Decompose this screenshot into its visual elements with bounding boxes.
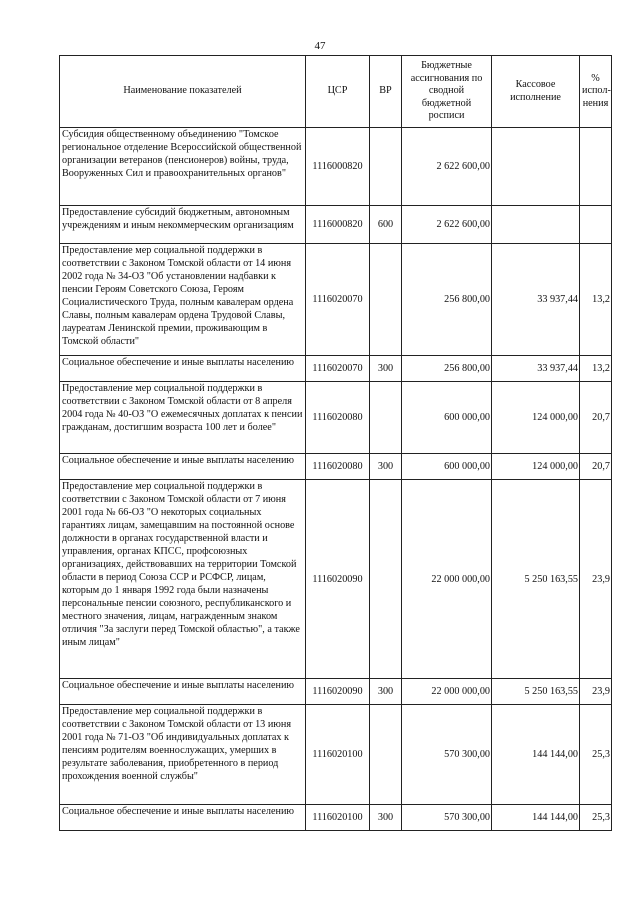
row-assignments: 256 800,00 (402, 244, 492, 356)
row-name: Предоставление мер социальной поддержки в соответствии с Законом Томской области от 8 апреля 2004 года № 40-ОЗ "О ежемесячных доплатах к пенсии гражданам, достигшим возраста 100 лет и более" (60, 382, 306, 454)
row-vr: 300 (370, 356, 402, 382)
row-cash: 5 250 163,55 (492, 679, 580, 705)
row-vr (370, 705, 402, 805)
page-number: 47 (314, 40, 326, 52)
row-name: Предоставление субсидий бюджетным, автономным учреждениям и иным некоммерческим организациям (60, 206, 306, 244)
header-pct: % испол-нения (580, 56, 612, 128)
row-pct: 13,2 (580, 356, 612, 382)
row-vr: 300 (370, 805, 402, 831)
row-name: Предоставление мер социальной поддержки в соответствии с Законом Томской области от 13 июня 2001 года № 71-ОЗ "Об индивидуальных доплатах к пенсиям родителям военнослужащих, умерших в результате заболевания, приобретенного в период прохождения военной службы" (60, 705, 306, 805)
row-pct: 20,7 (580, 382, 612, 454)
row-csr: 1116000820 (306, 128, 370, 206)
row-name: Предоставление мер социальной поддержки в соответствии с Законом Томской области от 7 июня 2001 года № 66-ОЗ "О некоторых социальных гарантиях лицам, замещавшим на постоянной основе должности в органах государственной власти и управления, органах КПСС, профсоюзных организациях, действовавших на территории Томской области в период Союза ССР и РСФСР, лицам, которым до 1 января 1992 года были назначены персональные пенсии союзного, республиканского и местного значения, лицам, награжденным знаком отличия "За заслуги перед Томской областью", а также иным лицам" (60, 480, 306, 679)
row-pct (580, 128, 612, 206)
row-pct: 13,2 (580, 244, 612, 356)
header-assignments: Бюджетные ассигнования по сводной бюджетной росписи (402, 56, 492, 128)
row-cash (492, 206, 580, 244)
row-cash: 144 144,00 (492, 805, 580, 831)
row-assignments: 570 300,00 (402, 705, 492, 805)
header-cash: Кассовое исполнение (492, 56, 580, 128)
row-csr: 1116020080 (306, 454, 370, 480)
header-name: Наименование показателей (60, 56, 306, 128)
header-csr: ЦСР (306, 56, 370, 128)
row-cash (492, 128, 580, 206)
table-row (60, 244, 612, 356)
row-name: Социальное обеспечение и иные выплаты населению (60, 454, 306, 480)
row-assignments: 22 000 000,00 (402, 679, 492, 705)
row-vr: 300 (370, 454, 402, 480)
table-row (60, 128, 612, 206)
row-assignments: 570 300,00 (402, 805, 492, 831)
row-name: Предоставление мер социальной поддержки в соответствии с Законом Томской области от 14 июня 2002 года № 34-ОЗ "Об установлении надбавки к пенсии Героям Советского Союза, Героям Социалистического Труда, полным кавалерам ордена Славы, полным кавалерам ордена Трудовой Славы, лауреатам Ленинской премии, проживающим в Томской области" (60, 244, 306, 356)
row-csr: 1116020070 (306, 356, 370, 382)
header-vr: ВР (370, 56, 402, 128)
row-vr (370, 382, 402, 454)
row-pct: 23,9 (580, 679, 612, 705)
table-row (60, 705, 612, 805)
row-csr: 1116000820 (306, 206, 370, 244)
row-csr: 1116020070 (306, 244, 370, 356)
row-vr (370, 128, 402, 206)
row-cash: 5 250 163,55 (492, 480, 580, 679)
row-pct: 25,3 (580, 805, 612, 831)
row-pct: 23,9 (580, 480, 612, 679)
row-pct: 25,3 (580, 705, 612, 805)
row-csr: 1116020090 (306, 679, 370, 705)
row-name: Социальное обеспечение и иные выплаты населению (60, 679, 306, 705)
budget-table (59, 55, 612, 831)
row-cash: 144 144,00 (492, 705, 580, 805)
row-cash: 33 937,44 (492, 244, 580, 356)
table-header-row (60, 56, 612, 128)
row-vr: 300 (370, 679, 402, 705)
row-csr: 1116020080 (306, 382, 370, 454)
table-row (60, 480, 612, 679)
table-body (60, 128, 612, 831)
row-vr (370, 480, 402, 679)
row-assignments: 2 622 600,00 (402, 206, 492, 244)
row-csr: 1116020100 (306, 705, 370, 805)
row-name: Социальное обеспечение и иные выплаты населению (60, 356, 306, 382)
row-pct: 20,7 (580, 454, 612, 480)
table-row (60, 679, 612, 705)
row-name: Социальное обеспечение и иные выплаты населению (60, 805, 306, 831)
row-assignments: 600 000,00 (402, 454, 492, 480)
row-cash: 124 000,00 (492, 454, 580, 480)
row-pct (580, 206, 612, 244)
row-csr: 1116020090 (306, 480, 370, 679)
row-vr: 600 (370, 206, 402, 244)
row-cash: 124 000,00 (492, 382, 580, 454)
table-row (60, 206, 612, 244)
table-row (60, 356, 612, 382)
table-row (60, 805, 612, 831)
row-assignments: 2 622 600,00 (402, 128, 492, 206)
row-name: Субсидия общественному объединению "Томское региональное отделение Всероссийской общественной организации ветеранов (пенсионеров) войны, труда, Вооруженных Сил и правоохранительных органов" (60, 128, 306, 206)
row-assignments: 600 000,00 (402, 382, 492, 454)
row-assignments: 256 800,00 (402, 356, 492, 382)
table-row (60, 454, 612, 480)
table-row (60, 382, 612, 454)
row-csr: 1116020100 (306, 805, 370, 831)
row-assignments: 22 000 000,00 (402, 480, 492, 679)
row-vr (370, 244, 402, 356)
row-cash: 33 937,44 (492, 356, 580, 382)
